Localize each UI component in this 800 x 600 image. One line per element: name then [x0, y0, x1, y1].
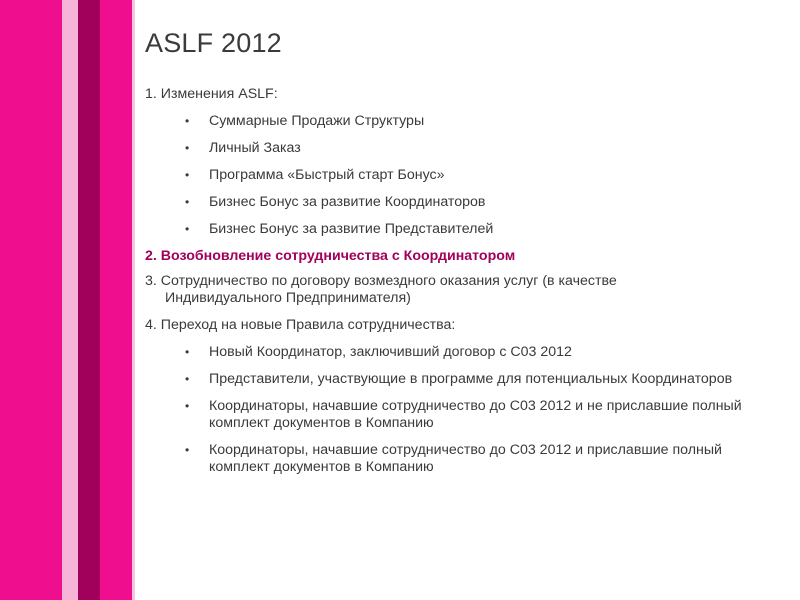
list-item: • Представители, участвующие в программе для потенциальных Координаторов — [185, 371, 733, 387]
list-item: • Бизнес Бонус за развитие Представителей — [185, 221, 494, 237]
section-4-list — [145, 344, 765, 476]
section-4-heading: 4. Переход на новые Правила сотрудничества: — [145, 317, 456, 333]
decor-stripe-thin — [132, 0, 135, 600]
list-item: • Суммарные Продажи Структуры — [185, 113, 425, 129]
slide-content — [145, 86, 765, 486]
bullet-icon: • — [185, 168, 190, 182]
slide-title: ASLF 2012 — [145, 28, 282, 58]
bullet-icon: • — [185, 372, 190, 386]
section-3-line-2: Индивидуального Предпринимателя) — [165, 290, 411, 306]
bullet-icon: • — [185, 141, 190, 155]
list-item: • Координаторы, начавшие сотрудничество до С03 2012 и приславшие полный комплект документов в Компанию — [185, 442, 722, 475]
list-item: • Личный Заказ — [185, 140, 301, 156]
section-3-line-1: 3. Сотрудничество по договору возмездного оказания услуг (в качестве — [145, 273, 617, 289]
bullet-icon: • — [185, 399, 190, 413]
bullet-icon: • — [185, 195, 190, 209]
list-item: • Бизнес Бонус за развитие Координаторов — [185, 194, 486, 210]
bullet-icon: • — [185, 114, 190, 128]
decor-stripe-pink-2 — [100, 0, 132, 600]
list-item: • Новый Координатор, заключивший договор с С03 2012 — [185, 344, 572, 360]
decor-stripe-pink — [0, 0, 62, 600]
decor-stripe-light-pink — [62, 0, 78, 600]
section-2-heading: 2. Возобновление сотрудничества с Координатором — [145, 248, 516, 264]
section-1-heading: 1. Изменения ASLF: — [145, 86, 278, 102]
list-item: • Программа «Быстрый старт Бонус» — [185, 167, 445, 183]
bullet-icon: • — [185, 443, 190, 457]
bullet-icon: • — [185, 222, 190, 236]
list-item: • Координаторы, начавшие сотрудничество до С03 2012 и не приславшие полный комплект документов в Компанию — [185, 398, 742, 431]
section-1-list — [145, 113, 765, 238]
decor-stripe-dark-magenta — [78, 0, 100, 600]
bullet-icon: • — [185, 345, 190, 359]
section-3-heading — [145, 273, 765, 307]
